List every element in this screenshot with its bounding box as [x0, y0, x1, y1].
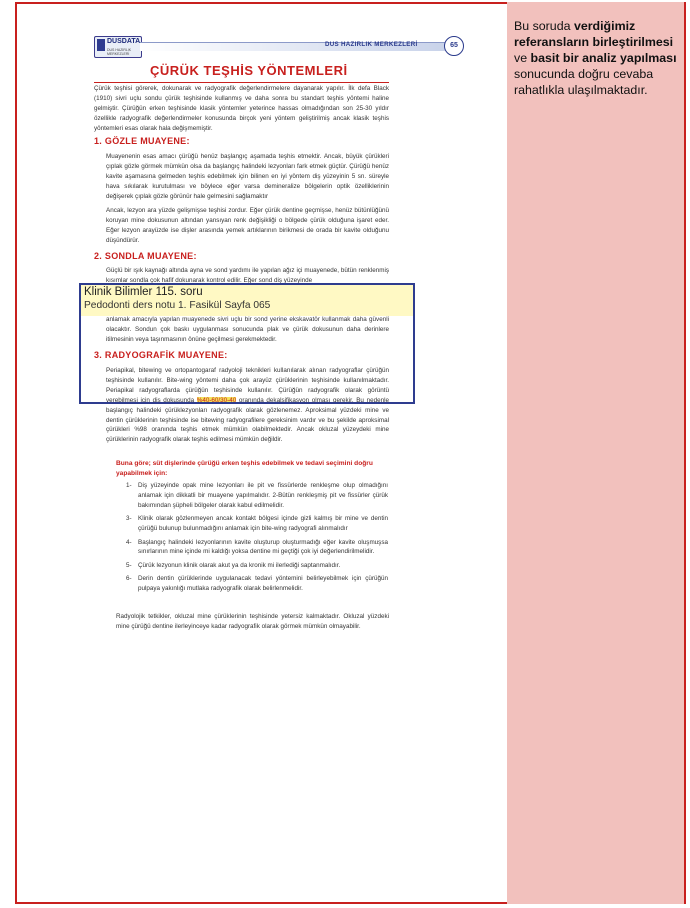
- section-gozle-paragraph-2: Ancak, lezyon ara yüzde gelişmişse teşhisi zordur. Eğer çürük dentine geçmişse, henüz bütünlüğünü koruyan mine dokusunun altından yansıyan renk değişikliği o bölgede çürük olduğuna işaret eder. Eğer lezyon arayüzde ise dişler arasında yemek artıklarının birikmesi de orada bir kavite olduğunu düşündürür.: [106, 207, 389, 244]
- list-item: 3- Klinik olarak gözlenmeyen ancak kontakt bölgesi içinde gizli kalmış bir mine ve dentin çürüğü bulunup bulunmadığını anlamak için bite-wing radyografi alınmalıdır: [126, 515, 388, 533]
- publisher-logo: DUSDATA DUS HAZIRLIK MERKEZLERİ: [94, 36, 142, 58]
- highlighted-percentage: %40-60/30-40: [196, 396, 237, 404]
- closing-paragraph: Radyolojik tetkikler, okluzal mine çürüklerinin teşhisinde yetersiz kalmaktadır. Okluzal yüzdeki mine çürüğü dentine ilerleyinceye kadar radyografik olarak görmek mümkün olmayabilir.: [116, 613, 389, 630]
- title-underline: [94, 82, 389, 83]
- list-item: 5- Çürük lezyonun klinik olarak akut ya da kronik mi ilerlediği saptanmalıdır.: [126, 561, 341, 569]
- side-note: Bu soruda verdiğimiz referansların birleştirilmesi ve basit bir analiz yapılması sonucunda doğru cevaba rahatlıkla ulaşılmaktadır.: [514, 19, 677, 97]
- list-item: 6- Derin dentin çürüklerinde uygulanacak tedavi yöntemini belirleyebilmek için çürüğün pulpaya yakınlığı mutlaka radyografik olarak belirlenmelidir.: [126, 575, 388, 593]
- summary-heading: Buna göre; süt dişlerinde çürüğü erken teşhis edebilmek ve tedavi seçimini doğru yapabilmek için:: [116, 460, 373, 477]
- section-gozle-paragraph-1: Muayenenin esas amacı çürüğü henüz başlangıç aşamada teşhis etmektir. Ancak, büyük çürükleri çıplak gözle görmek mümkün olsa da başlangıç halindeki lezyonları fark etmek güçtür. Çürüğü henüz kavite aşamasına gelmeden teşhis edebilmek için bilinen en iyi yöntem diş yüzeyinin 5 sn. süreyle hava sıkılarak kurutulması ve böylece eğer varsa demineralize bölgelerin optik özelliklerinin değişerek çıplak gözle görünür hale gelmesini sağlamaktır: [106, 153, 389, 200]
- section-heading-sondla: 2. SONDLA MUAYENE:: [94, 251, 197, 261]
- section-radyografik-paragraph: Periapikal, bitewing ve ortopantogaraf radyoloji teknikleri kullanılarak alınan radyograflar çürüğün teşhisinde kullanılır. Bite-wing yöntemi daha çok arayüz çürüklerinin teşhisinde kullanılmaktadır. Periapikal radyograflarda çürüğün teşhisinde kullanılır. Çürüğün radyografik olarak görüntü verebilmesi için diş dokusunda %40-60/30-40 oranında dekalsifikasyon olması gerekir. Bu nedenle başlangıç halindeki çürüklezyonları radyografik olarak gözlenemez. Aproksimal yüzdeki mine ve dentin çürüklerinin teşhisinde ise bitewing radyografilere gereksinim vardır ve bu şekilde aproksimal çürükleri %98 oranında teşhis etmek mümkün olabilmektedir. Ancak okluzal yüzeydeki mine çürüklerinin radyografik olarak teşhis edilmesi mümkün değildir.: [106, 367, 389, 444]
- section-sondla-paragraph-1: Güçlü bir ışık kaynağı altında ayna ve sond yardımı ile yapılan ağız içi muayenede, bütün renklenmiş kısımlar sondla çok hafif dokunarak kontrol edilir. Eğer sond diş yüzeyinde: [106, 267, 389, 283]
- list-item: 4- Başlangıç halindeki lezyonlarının kavite oluşturup oluşturmadığı eğer kavite oluşmuşsa sınırlarının mine içinde mi kaldığı yoksa dentine mi geçtiği çok iyi değerlendirilmelidir.: [126, 538, 388, 556]
- logo-mark-icon: [97, 39, 105, 51]
- summary-list: [126, 481, 388, 598]
- intro-paragraph: Çürük teşhisi görerek, dokunarak ve radyografik değerlendirmelere dayanarak yapılır. İlk defa Black (1910) sivri uçlu sondu çürük teşhisinde kullanmış ve daha sonra bu standart teşhis yöntemi haline gelmiştir. Çürüğün erken teşhisinde klasik yöntemler yeterince hassas olmadığından son 25-30 yıldır özellikle radyografik değerlendirmeler konusunda birçok yeni yöntem geliştirilmiş ancak klasik teşhis yöntemleri esas olarak hala değişmemiştir.: [94, 85, 389, 132]
- citation-line-2: Pedodonti ders notu 1. Fasikül Sayfa 065: [84, 300, 271, 311]
- document-title: ÇÜRÜK TEŞHİS YÖNTEMLERİ: [150, 63, 348, 78]
- section-heading-radyografik: 3. RADYOGRAFİK MUAYENE:: [94, 350, 228, 360]
- citation-line-1: Klinik Bilimler 115. soru: [84, 286, 203, 298]
- header-title: DUS HAZIRLIK MERKEZLERİ: [325, 41, 418, 48]
- section-heading-gozle: 1. GÖZLE MUAYENE:: [94, 136, 190, 146]
- side-panel: [507, 2, 684, 904]
- list-item: 1- Diş yüzeyinde opak mine lezyonları ile pit ve fissürlerde renkleşme olup olmadığını anlamak için dikkatli bir muayene yapılmalıdır. 2-Bütün renkleşmiş pit ve fissürler çürük bakımından şüpheli bölgeler olarak kabul edilmelidir.: [126, 482, 388, 509]
- section-sondla-paragraph-2: anlamak amacıyla yapılan muayenede sivri uçlu bir sond yerine ekskavatör kullanmak daha güvenli olacaktır. Sondun çok baskı uygulanması sonucunda plak ve çürük dokusunun daha derinlere itilmesinin veya taşınmasının önüne geçilmesi gerekmektedir.: [106, 316, 389, 343]
- page-number: 65: [444, 36, 464, 56]
- citation-box: [79, 283, 415, 404]
